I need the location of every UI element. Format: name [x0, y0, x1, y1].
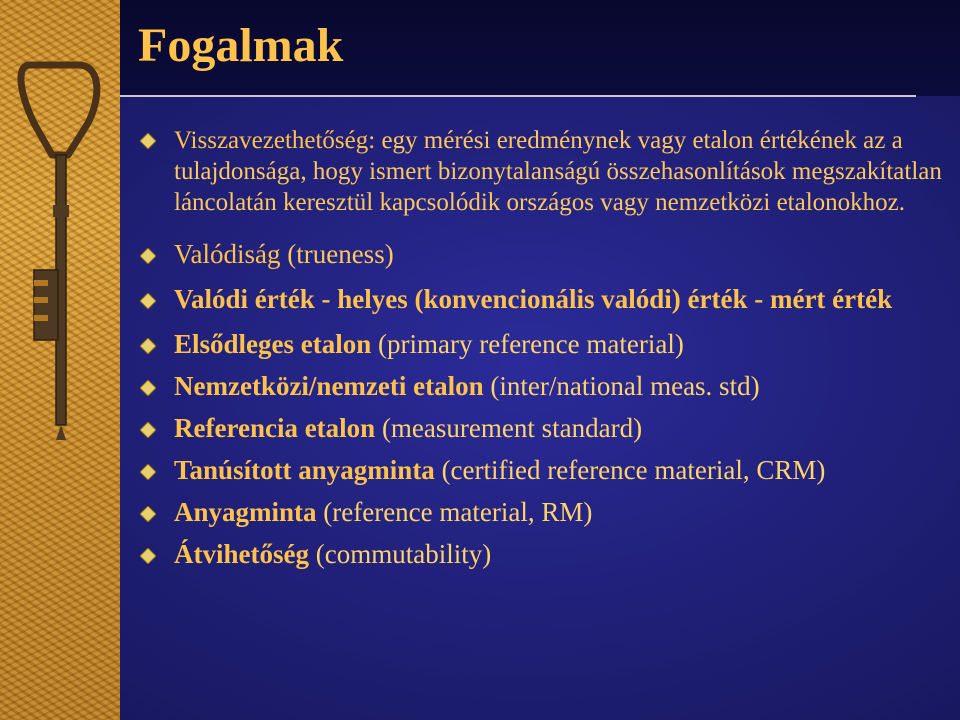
list-item — [140, 538, 950, 571]
diamond-bullet-icon — [140, 293, 156, 309]
item-term: Nemzetközi/nemzeti etalon — [174, 371, 484, 401]
diamond-bullet-icon — [140, 248, 156, 264]
list-item — [140, 283, 950, 316]
list-item — [140, 125, 950, 218]
item-desc: egy mérési eredménynek vagy etalon értékének az a tulajdonsága, hogy ismert bizonytalanságú összehasonlítások megszakítatlan láncolatán keresztül kapcsolódik országos vagy nemzetközi etalonokhoz. — [174, 127, 942, 216]
bullet-list — [140, 125, 950, 580]
item-term: Tanúsított anyagminta — [174, 455, 435, 485]
list-item — [140, 370, 950, 403]
item-term: Valódiság — [174, 239, 281, 269]
item-desc: (commutability) — [308, 539, 492, 569]
item-desc: (inter/national meas. std) — [483, 371, 760, 401]
title-divider — [120, 95, 916, 97]
decorative-strip — [0, 0, 120, 720]
list-item — [140, 454, 950, 487]
list-item — [140, 328, 950, 361]
diamond-bullet-icon — [140, 464, 156, 480]
diamond-bullet-icon — [140, 422, 156, 438]
item-desc: (reference material, RM) — [316, 497, 593, 527]
item-desc: (certified reference material, CRM) — [434, 455, 826, 485]
item-desc: (measurement standard) — [375, 413, 643, 443]
slide-title: Fogalmak — [138, 19, 344, 72]
diamond-bullet-icon — [140, 380, 156, 396]
diamond-bullet-icon — [140, 506, 156, 522]
item-term: Átvihetőség — [174, 539, 309, 569]
item-term: Valódi érték - helyes (konvencionális valódi) érték - mért érték — [174, 284, 893, 314]
item-term: Elsődleges etalon — [174, 329, 372, 359]
item-term: Referencia etalon — [174, 413, 376, 443]
item-term: Anyagminta — [174, 497, 317, 527]
diamond-bullet-icon — [140, 133, 156, 149]
item-term: Visszavezethetőség: — [174, 127, 376, 154]
item-desc: (trueness) — [280, 239, 394, 269]
list-item — [140, 238, 950, 271]
diamond-bullet-icon — [140, 548, 156, 564]
key-icon — [0, 55, 120, 455]
list-item — [140, 496, 950, 529]
diamond-bullet-icon — [140, 338, 156, 354]
list-item — [140, 412, 950, 445]
item-desc: (primary reference material) — [371, 329, 684, 359]
